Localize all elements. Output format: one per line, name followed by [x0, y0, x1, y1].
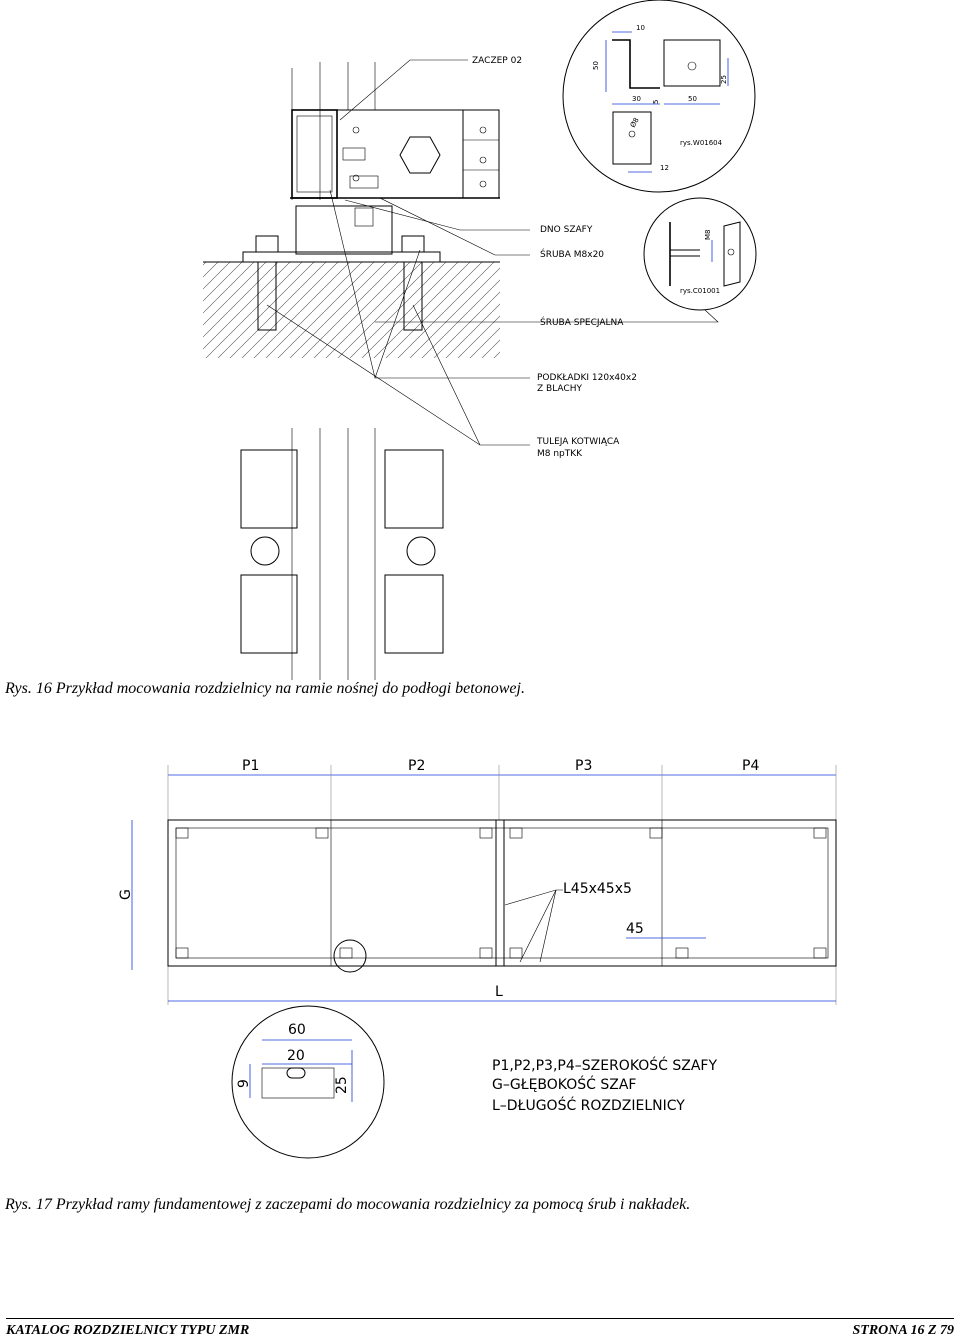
- foundation-frame: [168, 820, 836, 966]
- label-dno: DNO SZAFY: [540, 225, 593, 235]
- dim-50-vert: 50: [592, 61, 600, 70]
- label-tuleja-2: M8 npTKK: [537, 449, 583, 459]
- dim-p3: P3: [575, 758, 593, 774]
- dim-p2: P2: [408, 758, 426, 774]
- dim-p4: P4: [742, 758, 760, 774]
- bolt-head: [400, 137, 440, 173]
- ref-c01001: rys.C01001: [680, 287, 721, 295]
- dim-10: 10: [636, 24, 645, 32]
- dim-30: 30: [632, 95, 641, 103]
- footer-page-number: STRONA 16 Z 79: [852, 1323, 954, 1338]
- dim-d8: Ø8: [628, 116, 641, 129]
- dim-45: 45: [626, 921, 644, 937]
- dim-p1: P1: [242, 758, 260, 774]
- concrete-floor: [203, 262, 500, 358]
- dim-m8: M8: [704, 229, 712, 240]
- ref-w01604: rys.W01604: [680, 139, 723, 147]
- dim-5: 5: [652, 99, 660, 104]
- dim-60: 60: [288, 1022, 306, 1038]
- base-frame: [296, 206, 392, 254]
- detail-circle-lug: [232, 1006, 384, 1158]
- detail-circle-zaczep: [563, 0, 755, 192]
- caption-figure-16: Rys. 16 Przykład mocowania rozdzielnicy na ramie nośnej do podłogi betonowej.: [5, 680, 525, 697]
- dim-l: L: [495, 984, 503, 1000]
- label-podkladki-2: Z BLACHY: [537, 384, 582, 394]
- anchor-bolt-right-plan: [407, 537, 435, 565]
- dim-25: 25: [720, 75, 728, 84]
- label-podkladki-1: PODKŁADKI 120x40x2: [537, 373, 637, 383]
- label-tuleja-1: TULEJA KOTWIĄCA: [537, 437, 620, 447]
- page-footer: [6, 1318, 954, 1343]
- mounting-lugs: [176, 828, 826, 958]
- caption-figure-17: Rys. 17 Przykład ramy fundamentowej z zaczepami do mocowania rozdzielnicy za pomocą śrub i nakładek.: [5, 1196, 691, 1213]
- dim-20: 20: [287, 1048, 305, 1064]
- label-sruba-spec: ŚRUBA SPECJALNA: [540, 318, 624, 328]
- anchor-bolt-left-plan: [251, 537, 279, 565]
- legend-line-3: L–DŁUGOŚĆ ROZDZIELNICY: [492, 1098, 685, 1114]
- lug-detail-marker: [334, 940, 366, 972]
- dim-25: 25: [334, 1076, 350, 1094]
- dim-g: G: [118, 889, 134, 900]
- dim-50: 50: [688, 95, 697, 103]
- footer-title: KATALOG ROZDZIELNICY TYPU ZMR: [6, 1323, 250, 1338]
- label-sruba-m8: ŚRUBA M8x20: [540, 250, 605, 260]
- nut-left: [256, 236, 278, 252]
- dim-12: 12: [660, 164, 669, 172]
- legend-line-2: G–GŁĘBOKOŚĆ SZAF: [492, 1077, 637, 1093]
- nut-right: [402, 236, 424, 252]
- cabinet-profile: [292, 110, 337, 198]
- figure-17-drawing: [118, 758, 836, 1158]
- label-zaczep: ZACZEP 02: [472, 56, 523, 66]
- figure-16-drawing: [203, 0, 756, 680]
- legend-line-1: P1,P2,P3,P4–SZEROKOŚĆ SZAFY: [492, 1058, 718, 1074]
- label-angle: L45x45x5: [563, 881, 632, 897]
- dim-9: 9: [236, 1079, 252, 1088]
